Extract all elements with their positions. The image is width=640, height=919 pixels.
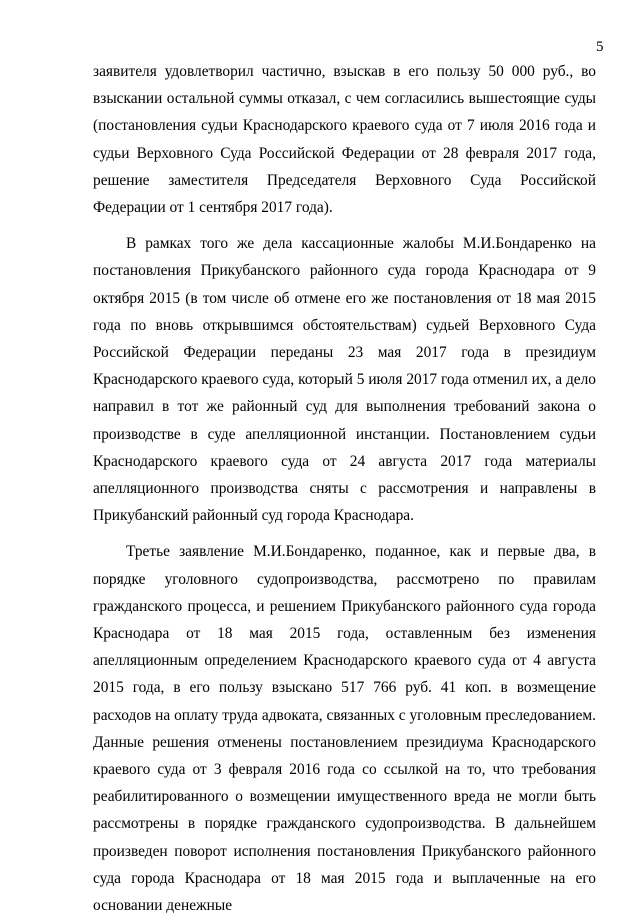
page-number: 5 xyxy=(596,39,604,55)
paragraph-2: В рамках того же дела кассационные жалобы М.И.Бондаренко на постановления Прикубанского районного суда города Краснодара от 9 октября 2015 (в том числе об отмене его же постановления от 18 мая 2015 года по вновь открывшимся обстоятельствам) судьей Верховного Суда Российской Федерации переданы 23 мая 2017 года в президиум Краснодарского краевого суда, который 5 июля 2017 года отменил их, а дело направил в тот же районный суд для выполнения требований закона о производстве в суде апелляционной инстанции. Постановлением судьи Краснодарского краевого суда от 24 августа 2017 года материалы апелляционного производства сняты с рассмотрения и направлены в Прикубанский районный суд города Краснодара. xyxy=(93,235,596,525)
paragraph-gap xyxy=(93,221,596,230)
document-body xyxy=(93,58,596,919)
paragraph-1: заявителя удовлетворил частично, взыскав в его пользу 50 000 руб., во взыскании остальной суммы отказал, с чем согласились вышестоящие суды (постановления судьи Краснодарского краевого суда от 7 июля 2016 года и судьи Верховного Суда Российской Федерации от 28 февраля 2017 года, решение заместителя Председателя Верховного Суда Российской Федерации от 1 сентября 2017 года). xyxy=(93,63,596,217)
paragraph-3: Третье заявление М.И.Бондаренко, поданное, как и первые два, в порядке уголовного судопроизводства, рассмотрено по правилам гражданского процесса, и решением Прикубанского районного суда города Краснодара от 18 мая 2015 года, оставленным без изменения апелляционным определением Краснодарского краевого суда от 4 августа 2015 года, в его пользу взыскано 517 766 руб. 41 коп. в возмещение расходов на оплату труда адвоката, связанных с уголовным преследованием. Данные решения отменены постановлением президиума Краснодарского краевого суда от 3 февраля 2016 года со ссылкой на то, что требования реабилитированного о возмещении имущественного вреда не могли быть рассмотрены в порядке гражданского судопроизводства. В дальнейшем произведен поворот исполнения постановления Прикубанского районного суда города Краснодара от 18 мая 2015 года и выплаченные на его основании денежные xyxy=(93,543,596,915)
paragraph-gap xyxy=(93,529,596,538)
